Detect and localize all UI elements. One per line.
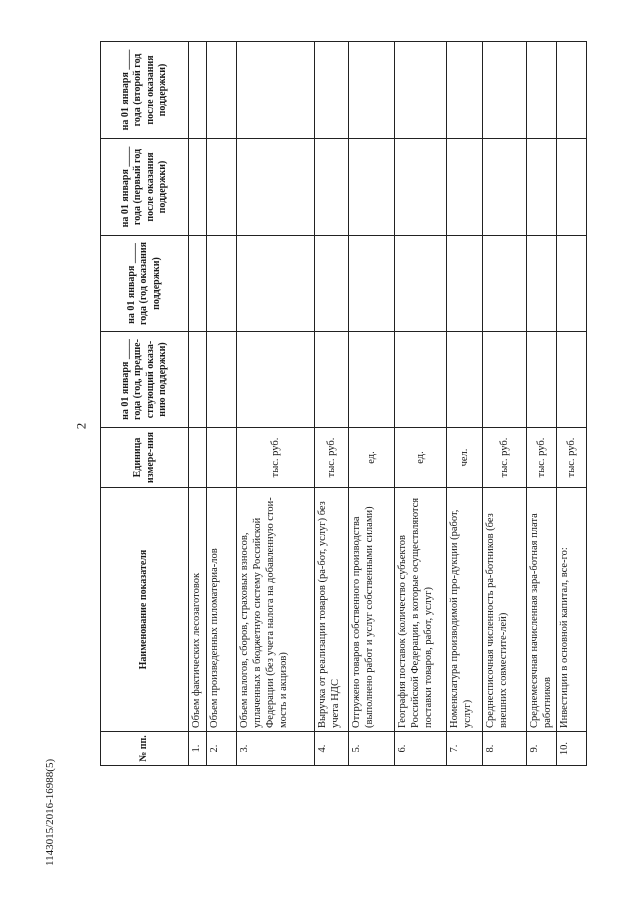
footer-document-code: 1143015/2016-16988(5)	[44, 758, 56, 866]
row-value-cell	[527, 236, 557, 332]
row-indicator-name: География поставок (количество субъектов Российской Федерации, в которые осуществляются поставки товаров, работ, услуг)	[395, 488, 447, 732]
row-value-cell	[557, 332, 587, 428]
row-unit: ед.	[349, 428, 395, 488]
table-row	[527, 42, 557, 766]
row-value-cell	[237, 332, 315, 428]
row-value-cell	[483, 42, 527, 139]
row-unit: тыс. руб.	[237, 428, 315, 488]
page-number: 2	[73, 422, 89, 430]
row-number: 7.	[447, 732, 483, 766]
table-row	[483, 42, 527, 766]
col-header-num: № пп.	[101, 732, 189, 766]
row-indicator-name: Выручка от реализации товаров (ра-бот, услуг) без учета НДС	[315, 488, 349, 732]
table-row	[395, 42, 447, 766]
row-value-cell	[557, 236, 587, 332]
row-indicator-name: Среднемесячная начисленная зара-ботная плата работников	[527, 488, 557, 732]
row-value-cell	[447, 332, 483, 428]
row-number: 2.	[207, 732, 237, 766]
col-header-year1: на 01 января ____ года (год оказания поддержки)	[101, 236, 189, 332]
table-row	[349, 42, 395, 766]
row-value-cell	[189, 332, 207, 428]
table-row	[207, 42, 237, 766]
row-value-cell	[527, 42, 557, 139]
col-header-name: Наименование показателя	[101, 488, 189, 732]
row-value-cell	[207, 42, 237, 139]
row-value-cell	[207, 139, 237, 236]
indicators-table-container	[100, 42, 586, 766]
table-row	[447, 42, 483, 766]
row-value-cell	[237, 139, 315, 236]
row-value-cell	[349, 236, 395, 332]
row-value-cell	[527, 332, 557, 428]
row-value-cell	[207, 236, 237, 332]
row-value-cell	[315, 42, 349, 139]
row-indicator-name: Объем фактических лесозаготовок	[189, 488, 207, 732]
row-unit: тыс. руб.	[527, 428, 557, 488]
row-value-cell	[483, 236, 527, 332]
row-value-cell	[189, 236, 207, 332]
row-unit	[189, 428, 207, 488]
row-number: 6.	[395, 732, 447, 766]
table-row	[237, 42, 315, 766]
row-unit: чел.	[447, 428, 483, 488]
row-value-cell	[557, 42, 587, 139]
row-value-cell	[349, 42, 395, 139]
row-value-cell	[189, 42, 207, 139]
row-indicator-name: Среднесписочная численность ра-ботников (без внешних совместите-лей)	[483, 488, 527, 732]
row-unit: тыс. руб.	[557, 428, 587, 488]
row-number: 8.	[483, 732, 527, 766]
row-unit	[207, 428, 237, 488]
row-value-cell	[315, 139, 349, 236]
row-indicator-name: Номенклатура производимой про-дукции (работ, услуг)	[447, 488, 483, 732]
row-unit: ед.	[395, 428, 447, 488]
col-header-year2: на 01 января ____ года (первый год после оказания поддержки)	[101, 139, 189, 236]
row-value-cell	[395, 42, 447, 139]
row-value-cell	[447, 236, 483, 332]
row-value-cell	[395, 236, 447, 332]
row-number: 9.	[527, 732, 557, 766]
table-row	[557, 42, 587, 766]
table-row	[189, 42, 207, 766]
row-unit: тыс. руб.	[315, 428, 349, 488]
row-value-cell	[395, 139, 447, 236]
indicators-table	[100, 41, 587, 766]
row-number: 10.	[557, 732, 587, 766]
col-header-unit: Единица измере-ния	[101, 428, 189, 488]
row-indicator-name: Объем налогов, сборов, страховых взносов, уплаченных в бюджетную систему Российской Федерации (без учета налога на добавленную стои-мость и акцизов)	[237, 488, 315, 732]
row-value-cell	[527, 139, 557, 236]
row-indicator-name: Инвестиции в основной капитал, все-го:	[557, 488, 587, 732]
col-header-year0: на 01 января ____ года (год, предше-ствующий оказа-нию поддержки)	[101, 332, 189, 428]
row-value-cell	[483, 139, 527, 236]
row-indicator-name: Объем произведенных пиломатериа-лов	[207, 488, 237, 732]
table-row	[315, 42, 349, 766]
row-value-cell	[189, 139, 207, 236]
row-value-cell	[557, 139, 587, 236]
row-value-cell	[483, 332, 527, 428]
row-value-cell	[315, 236, 349, 332]
col-header-year3: на 01 января ____ года (второй год после оказания поддержки)	[101, 42, 189, 139]
row-value-cell	[315, 332, 349, 428]
row-number: 5.	[349, 732, 395, 766]
row-number: 1.	[189, 732, 207, 766]
row-value-cell	[349, 332, 395, 428]
row-indicator-name: Отгружено товаров собственного производства (выполнено работ и услуг собственными силами)	[349, 488, 395, 732]
row-unit: тыс. руб.	[483, 428, 527, 488]
row-value-cell	[207, 332, 237, 428]
row-value-cell	[237, 236, 315, 332]
row-value-cell	[395, 332, 447, 428]
row-value-cell	[447, 139, 483, 236]
row-value-cell	[349, 139, 395, 236]
row-number: 3.	[237, 732, 315, 766]
row-number: 4.	[315, 732, 349, 766]
row-value-cell	[447, 42, 483, 139]
row-value-cell	[237, 42, 315, 139]
